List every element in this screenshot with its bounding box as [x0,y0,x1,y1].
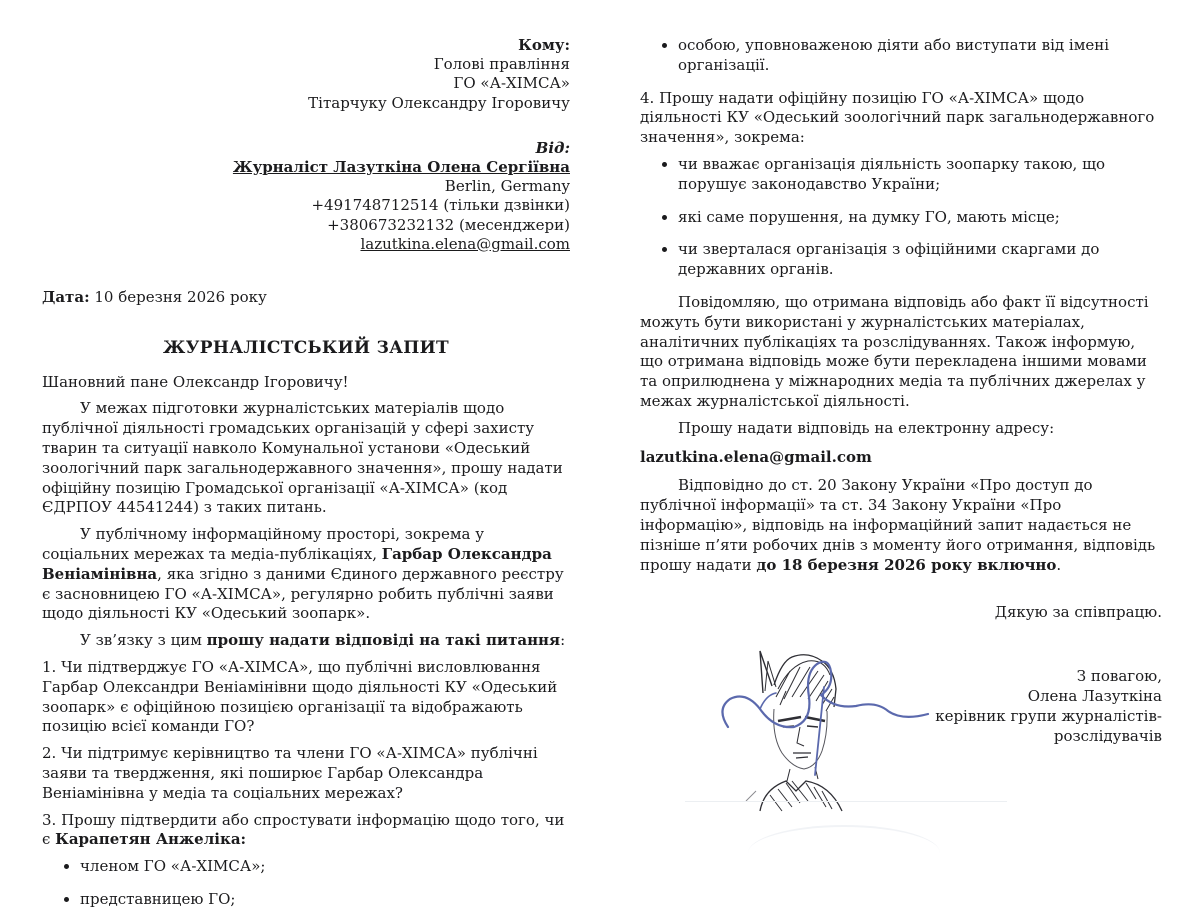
list-item [678,240,1162,280]
recipient-label: Кому: [518,36,570,54]
paragraph-request [42,631,570,651]
reply-email: lazutkina.elena@gmail.com [640,447,872,466]
question-3-list-continued [640,36,1162,76]
paragraph-law-text: . [1056,555,1062,574]
signoff-block [935,667,1162,746]
paragraph-context [42,525,570,624]
list-item-text: які саме порушення, на думку ГО, мають місце; [678,207,1060,226]
paragraph-context-text: , яка згідно з даними Єдиного державного реєстру є засновницею ГО «А-ХІМСА», регулярно робить публічні заяви щодо діяльності КУ «Одеський зоопарк». [42,564,564,623]
signoff-role: керівник групи журналістів- [935,706,1162,725]
paragraph-email-intro: Прошу надати відповідь на електронну адресу: [678,418,1055,437]
date-line [42,288,570,308]
list-item [80,890,570,910]
sender-location: Berlin, Germany [444,177,570,196]
deadline-emphasis: до 18 березня 2026 року включно [756,555,1057,574]
sender-name: Журналіст Лазуткіна Олена Сергіївна [232,157,570,176]
question-4-list [640,155,1162,280]
thanks-line: Дякую за співпрацю. [994,603,1162,622]
paragraph-request-text: У зв’язку з цим [80,631,207,650]
list-item [678,155,1162,195]
list-item-text: представницею ГО; [80,890,236,908]
sender-block [42,139,570,254]
question-2: 2. Чи підтримує керівництво та члени ГО «А-ХІМСА» публічні заяви та твердження, які поширює Гарбар Олександра Веніамінівна у медіа та соціальних мережах? [42,744,538,802]
question-3-list [42,857,570,910]
left-column [42,36,570,923]
list-item-text: чи зверталася організація з офіційними скаргами до державних органів. [678,240,1100,279]
list-item-text: особою, уповноваженою діяти або виступати від імені організації. [678,36,1110,74]
recipient-block [42,36,570,113]
paragraph-intro: У межах підготовки журналістських матеріалів щодо публічної діяльності громадських організацій у сфері захисту тварин та ситуації навколо Комунальної установи «Одеський зоологічний парк загальнодержавного значення», прошу надати офіційну позицію Громадської організації «А-ХІМСА» (код ЄДРПОУ 44541244) з таких питань. [42,399,563,517]
signoff-name: Олена Лазуткіна [1027,686,1162,705]
signoff-line: З повагою, [1076,667,1162,686]
recipient-line: Голові правління [433,55,570,74]
date-value: 10 березня 2026 року [94,287,267,306]
recipient-line: Тітарчуку Олександру Ігоровичу [308,93,570,112]
list-item [678,208,1162,228]
sender-email-link[interactable]: lazutkina.elena@gmail.com [360,234,570,253]
paragraph-law-text: Відповідно до ст. 20 Закону України «Про доступ до публічної інформації» та ст. 34 Закону України «Про інформацію», відповідь на інформаційний запит надається не пізніше п’яти робочих днів з моменту його отримання, відповідь прошу надати [640,476,1156,574]
paragraph-notice: Повідомляю, що отримана відповідь або факт її відсутності можуть бути використані у журналістських матеріалах, аналітичних публікаціях та розслідуваннях. Також інформую, що отримана відповідь може бути перекладена іншими мовами та оприлюднена у міжнародних медіа та публічних джерелах у межах журналістської діяльності. [640,292,1149,410]
recipient-line: ГО «А-ХІМСА» [453,74,570,93]
salutation: Шановний пане Олександр Ігоровичу! [42,372,349,391]
question-4: 4. Прошу надати офіційну позицію ГО «А-ХІМСА» щодо діяльності КУ «Одеський зоологічний парк загальнодержавного значення», зокрема: [640,88,1155,147]
scan-watermark-arc [748,825,940,853]
signature-area [640,629,1162,879]
sender-phone-calls: +491748712514 (тільки дзвінки) [311,196,570,215]
paragraph-law [640,476,1162,575]
signature-sketch [716,631,938,813]
signoff-role: розслідувачів [1053,726,1162,745]
list-item [678,36,1162,76]
sender-phone-messengers: +380673232132 (месенджери) [327,215,570,234]
question-3-text: 3. Прошу підтвердити або спростувати інформацію щодо того, чи є [42,810,565,849]
scan-edge-line [685,801,1007,802]
list-item [80,857,570,877]
list-item-text: членом ГО «А-ХІМСА»; [80,857,266,876]
right-column [640,34,1162,879]
highlighted-name: Карапетян Анжеліка: [55,830,247,849]
date-label: Дата: [42,287,90,306]
question-1: 1. Чи підтверджує ГО «А-ХІМСА», що публічні висловлювання Гарбар Олександри Веніамінівни щодо діяльності КУ «Одеський зоопарк» є офіційною позицією організації та відображають позицію всієї команди ГО? [42,658,558,736]
list-item-text: чи вважає організація діяльність зоопарку такою, що порушує законодавство України; [678,154,1106,193]
highlighted-name: Гарбар Олександра Веніамінівна [42,545,552,583]
page-title: ЖУРНАЛІСТСЬКИЙ ЗАПИТ [163,337,449,358]
sender-label: Від: [535,138,570,157]
request-emphasis: прошу надати відповіді на такі питання [206,631,561,650]
question-3 [42,811,570,851]
paragraph-context-text: У публічному інформаційному просторі, зокрема у соціальних мережах та медіа-публікаціях, [42,525,485,564]
paragraph-request-text: : [560,631,566,650]
